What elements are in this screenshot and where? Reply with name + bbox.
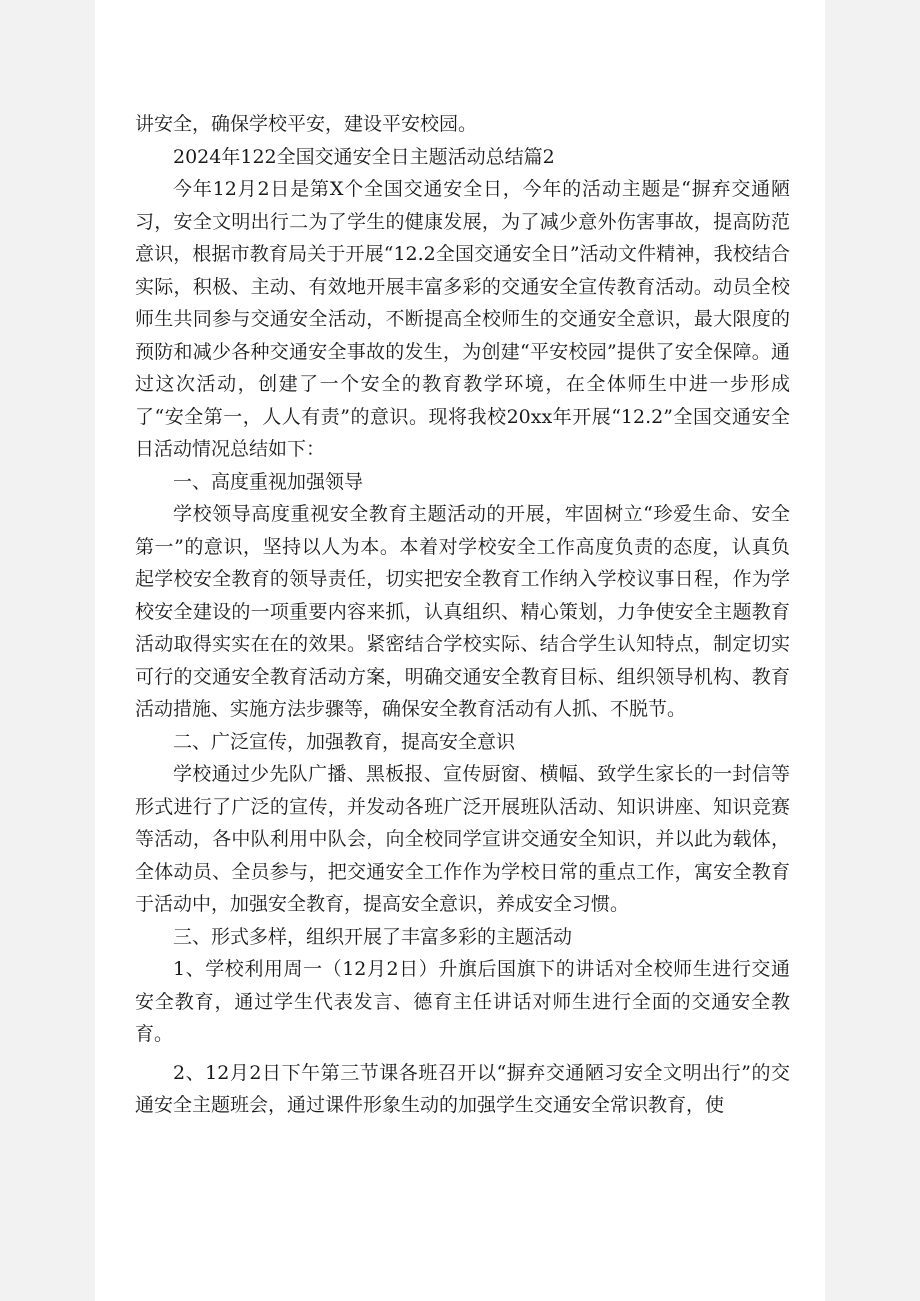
paragraph-leadership: 学校领导高度重视安全教育主题活动的开展，牢固树立“珍爱生命、安全第一”的意识，坚持以人为本。本着对学校安全工作高度负责的态度，认真负起学校安全教育的领导责任，切实把安全教育工作纳入学校议事日程，作为学校安全建设的一项重要内容来抓，认真组织、精心策划，力争使安全主题教育活动取得实实在在的效果。紧密结合学校实际、结合学生认知特点，制定切实可行的交通安全教育活动方案，明确交通安全教育目标、组织领导机构、教育活动措施、实施方法步骤等，确保安全教育活动有人抓、不脱节。 — [135, 503, 790, 720]
document-page — [95, 0, 825, 1301]
heading-leadership: 一、高度重视加强领导 — [173, 470, 364, 493]
paragraph-intro: 今年12月2日是第X个全国交通安全日，今年的活动主题是“摒弃交通陋习，安全文明出行二为了学生的健康发展，为了减少意外伤害事故，提高防范意识，根据市教育局关于开展“12.2全国交通安全日”活动文件精神，我校结合实际，积极、主动、有效地开展丰富多彩的交通安全宣传教育活动。动员全校师生共同参与交通安全活动，不断提高全校师生的交通安全意识，最大限度的预防和减少各种交通安全事故的发生，为创建“平安校园”提供了安全保障。通过这次活动，创建了一个安全的教育教学环境，在全体师生中进一步形成了“安全第一，人人有责”的意识。现将我校20xx年开展“12.2”全国交通安全日活动情况总结如下： — [135, 178, 790, 460]
heading-publicity: 二、广泛宣传，加强教育，提高安全意识 — [173, 730, 516, 753]
paragraph-publicity: 学校通过少先队广播、黑板报、宣传厨窗、横幅、致学生家长的一封信等形式进行了广泛的宣传，并发动各班广泛开展班队活动、知识讲座、知识竞赛等活动，各中队利用中队会，向全校同学宣讲交通安全知识，并以此为载体，全体动员、全员参与，把交通安全工作作为学校日常的重点工作，寓安全教育于活动中，加强安全教育，提高安全意识，养成安全习惯。 — [135, 763, 790, 915]
paragraph-continuation: 讲安全，确保学校平安，建设平安校园。 — [135, 113, 478, 135]
section-heading: 2024年122全国交通安全日主题活动总结篇2 — [173, 145, 555, 168]
document-body — [135, 108, 790, 1122]
paragraph-activity-2: 2、12月2日下午第三节课各班召开以“摒弃交通陋习安全文明出行”的交通安全主题班会，通过课件形象生动的加强学生交通安全常识教育，使 — [135, 1061, 790, 1116]
heading-activities: 三、形式多样，组织开展了丰富多彩的主题活动 — [173, 925, 573, 948]
paragraph-activity-1: 1、学校利用周一（12月2日）升旗后国旗下的讲话对全校师生进行交通安全教育，通过学生代表发言、德育主任讲话对师生进行全面的交通安全教育。 — [135, 958, 790, 1045]
